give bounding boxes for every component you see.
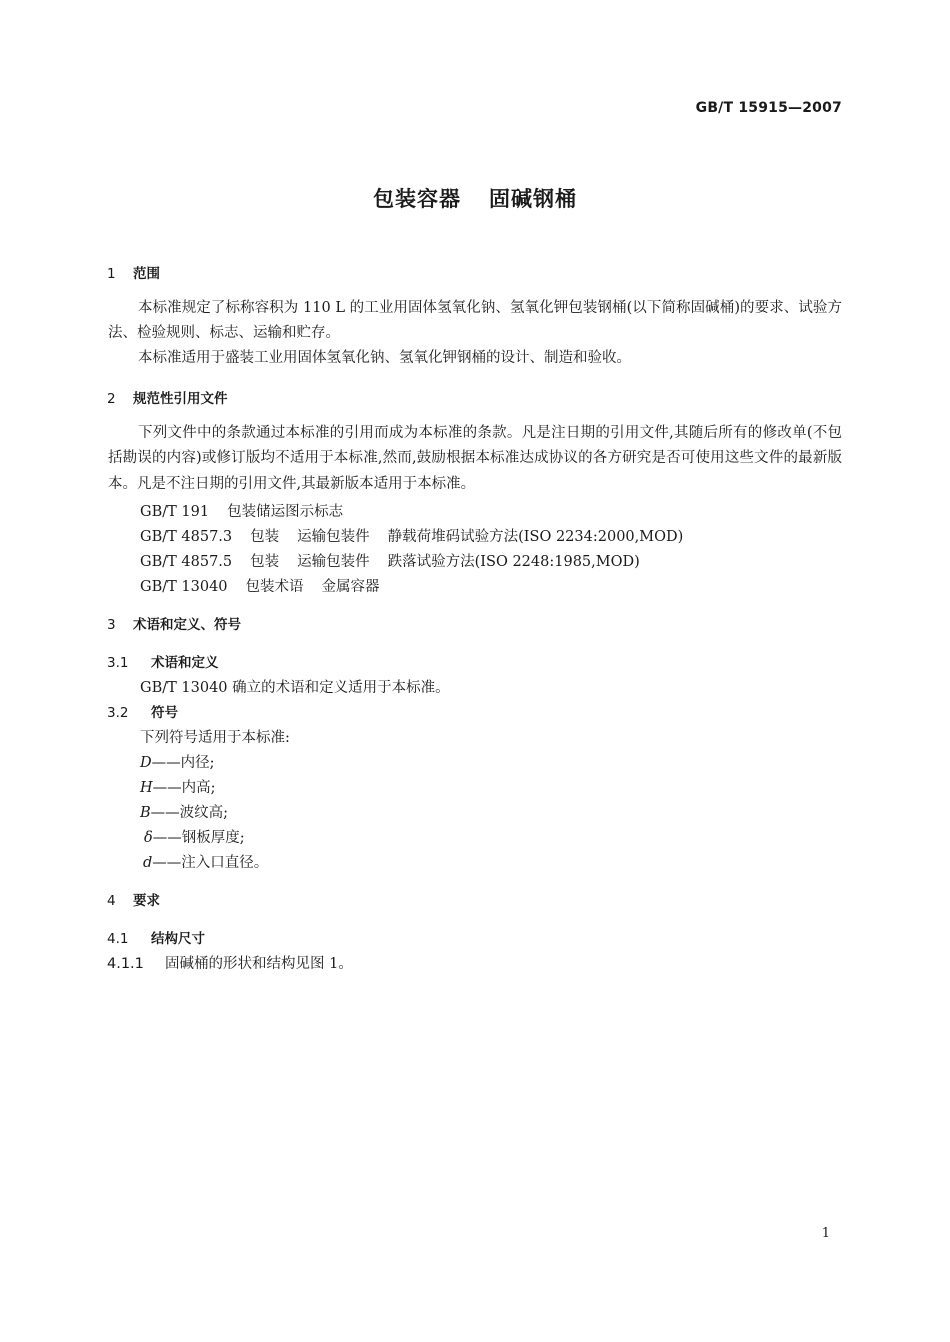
section-title: 要求 (133, 893, 160, 909)
section-number: 4.1.1 (107, 956, 144, 972)
reference-code: GB/T 4857.3 (140, 529, 233, 545)
symbol-item (140, 801, 228, 822)
section-3-1-heading (107, 651, 219, 671)
standard-number: GB/T 15915—2007 (695, 100, 842, 116)
symbol-description: ——内高; (152, 780, 216, 796)
reference-title: 运输包装件 (297, 529, 370, 545)
reference-title: 运输包装件 (297, 554, 370, 570)
title-part-2: 固碱钢桶 (489, 187, 577, 211)
symbols-intro: 下列符号适用于本标准: (140, 730, 290, 746)
reference-title: 静载荷堆码试验方法(ISO 2234:2000,MOD) (387, 529, 684, 545)
symbol: H (140, 780, 153, 796)
section-title: 规范性引用文件 (133, 391, 228, 407)
title-part-1: 包装容器 (373, 187, 461, 211)
section-title: 范围 (133, 266, 160, 282)
symbol-description: ——波纹高; (150, 805, 229, 821)
symbol-item (143, 851, 268, 872)
section-title: 术语和定义、符号 (133, 617, 241, 633)
section-1-heading (107, 262, 160, 282)
document-title (0, 183, 950, 213)
section-3-heading (107, 613, 241, 633)
symbol-item (144, 826, 245, 847)
reference-title: 包装术语 (245, 579, 304, 595)
section-number: 3 (107, 617, 116, 633)
section-text: 固碱桶的形状和结构见图 1。 (165, 956, 353, 972)
section-title: 结构尺寸 (151, 931, 205, 947)
reference-title: 金属容器 (321, 579, 380, 595)
page-number: 1 (821, 1226, 830, 1241)
section-3-1-text: GB/T 13040 确立的术语和定义适用于本标准。 (140, 680, 450, 696)
reference-title: 包装 (250, 554, 280, 570)
reference-item (140, 550, 640, 571)
reference-code: GB/T 13040 (140, 579, 228, 595)
reference-item (140, 575, 380, 596)
section-number: 3.1 (107, 655, 129, 671)
symbol-description: ——钢板厚度; (152, 830, 245, 846)
symbol-item (140, 776, 216, 797)
section-1-paragraph-2: 本标准适用于盛装工业用固体氢氧化钠、氢氧化钾钢桶的设计、制造和验收。 (138, 350, 631, 366)
section-number: 3.2 (107, 705, 129, 721)
reference-title: 包装储运图示标志 (227, 504, 344, 520)
symbol: D (140, 755, 152, 771)
section-title: 符号 (151, 705, 178, 721)
symbol-description: ——内径; (151, 755, 215, 771)
reference-item (140, 500, 343, 521)
symbol-description: ——注入口直径。 (152, 855, 269, 871)
section-2-heading (107, 387, 228, 407)
section-number: 2 (107, 391, 116, 407)
section-1-paragraph-1: 本标准规定了标称容积为 110 L 的工业用固体氢氧化钠、氢氧化钾包装钢桶(以下简称固碱桶)的要求、试验方法、检验规则、标志、运输和贮存。 (108, 300, 842, 342)
section-2-paragraph: 下列文件中的条款通过本标准的引用而成为本标准的条款。凡是注日期的引用文件,其随后所有的修改单(不包括勘误的内容)或修订版均不适用于本标准,然而,鼓励根据本标准达成协议的各方研究是否可使用这些文件的最新版本。凡是不注日期的引用文件,其最新版本适用于本标准。 (108, 425, 842, 492)
reference-code: GB/T 4857.5 (140, 554, 233, 570)
section-4-1-heading (107, 927, 205, 947)
section-4-1-1 (107, 952, 353, 973)
reference-title: 包装 (250, 529, 280, 545)
symbol-item (140, 751, 215, 772)
section-title: 术语和定义 (151, 655, 219, 671)
section-4-heading (107, 889, 160, 909)
section-number: 1 (107, 266, 116, 282)
section-number: 4.1 (107, 931, 129, 947)
reference-code: GB/T 191 (140, 504, 210, 520)
reference-title: 跌落试验方法(ISO 2248:1985,MOD) (387, 554, 640, 570)
section-number: 4 (107, 893, 116, 909)
reference-item (140, 525, 683, 546)
symbol: d (143, 855, 153, 871)
symbol: B (140, 805, 151, 821)
symbol: δ (144, 830, 153, 846)
section-3-2-heading (107, 701, 178, 721)
